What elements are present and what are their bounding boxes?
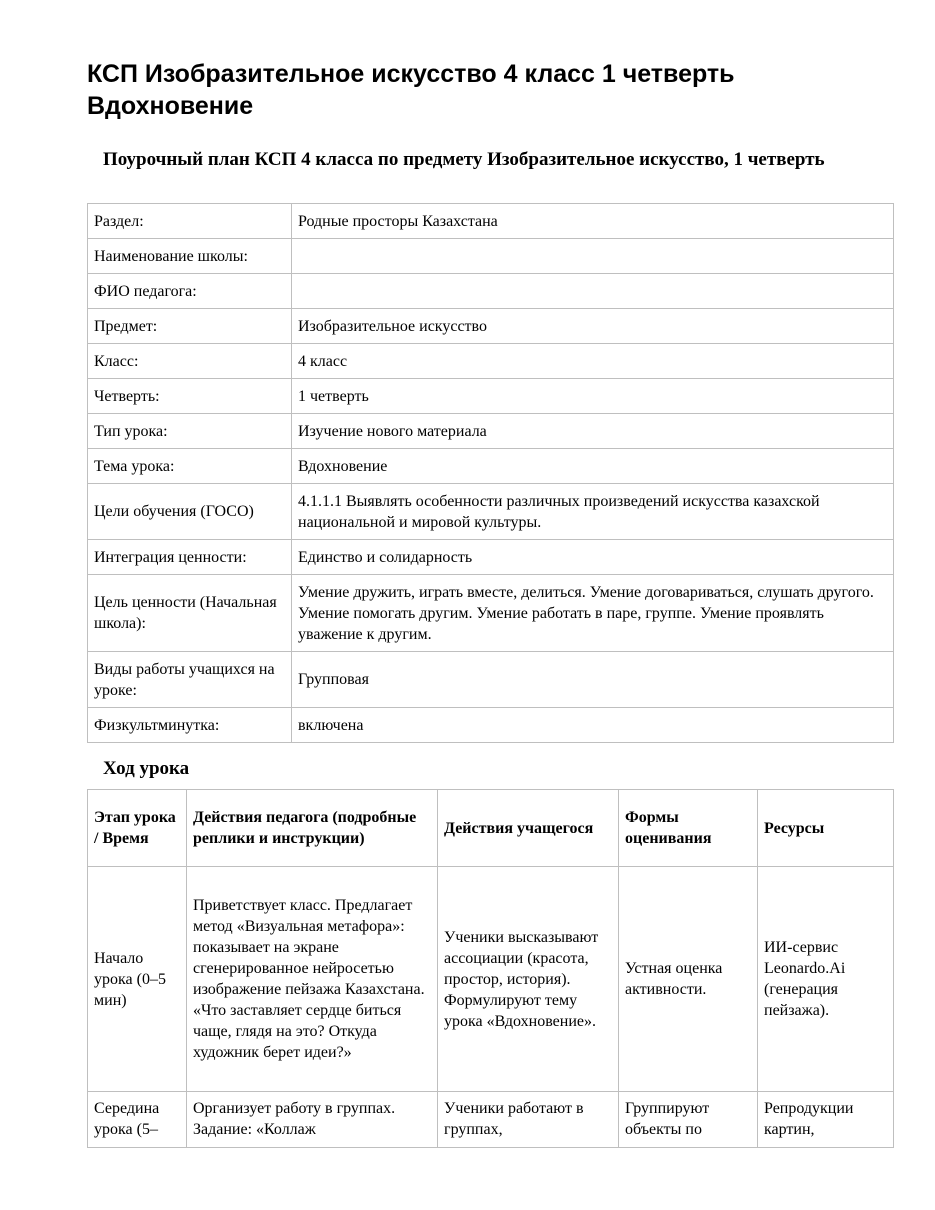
info-value: Изобразительное искусство <box>292 309 894 344</box>
lesson-progress-table <box>87 789 894 1148</box>
info-value: Родные просторы Казахстана <box>292 204 894 239</box>
info-row-section <box>88 204 894 239</box>
info-label: Раздел: <box>88 204 292 239</box>
info-row-grade <box>88 344 894 379</box>
info-row-teacher <box>88 274 894 309</box>
info-row-lesson-type <box>88 414 894 449</box>
stage-cell: Начало урока (0–5 мин) <box>88 867 187 1092</box>
assessment-cell: Устная оценка активности. <box>619 867 758 1092</box>
assessment-cell: Группируют объекты по <box>619 1092 758 1148</box>
info-value: 4 класс <box>292 344 894 379</box>
info-label: Физкультминутка: <box>88 708 292 743</box>
student-actions-cell: Ученики высказывают ассоциации (красота, простор, история). Формулируют тему урока «Вдохновение». <box>438 867 619 1092</box>
info-label: Тема урока: <box>88 449 292 484</box>
info-value: Изучение нового материала <box>292 414 894 449</box>
lesson-progress-heading: Ход урока <box>103 758 190 779</box>
info-value: Групповая <box>292 652 894 708</box>
info-row-value-goal <box>88 575 894 652</box>
info-label: Класс: <box>88 344 292 379</box>
info-label: Наименование школы: <box>88 239 292 274</box>
info-label: ФИО педагога: <box>88 274 292 309</box>
info-row-subject <box>88 309 894 344</box>
info-value <box>292 239 894 274</box>
column-header-resources: Ресурсы <box>758 790 894 867</box>
column-header-assessment: Формы оценивания <box>619 790 758 867</box>
info-label: Предмет: <box>88 309 292 344</box>
resources-cell: Репродукции картин, <box>758 1092 894 1148</box>
info-label: Цель ценности (Начальная школа): <box>88 575 292 652</box>
info-label: Виды работы учащихся на уроке: <box>88 652 292 708</box>
column-header-student-actions: Действия учащегося <box>438 790 619 867</box>
lesson-info-table <box>87 203 894 743</box>
table-header-row <box>88 790 894 867</box>
info-value: включена <box>292 708 894 743</box>
info-label: Цели обучения (ГОСО) <box>88 484 292 540</box>
info-row-topic <box>88 449 894 484</box>
info-label: Четверть: <box>88 379 292 414</box>
plan-subtitle: Поурочный план КСП 4 класса по предмету Изобразительное искусство, 1 четверть <box>103 149 825 170</box>
info-value: Вдохновение <box>292 449 894 484</box>
stage-cell: Середина урока (5– <box>88 1092 187 1148</box>
info-label: Тип урока: <box>88 414 292 449</box>
resources-cell: ИИ-сервис Leonardo.Ai (генерация пейзажа). <box>758 867 894 1092</box>
column-header-stage: Этап урока / Время <box>88 790 187 867</box>
student-actions-cell: Ученики работают в группах, <box>438 1092 619 1148</box>
info-value: Умение дружить, играть вместе, делиться. Умение договариваться, слушать другого. Умение помогать другим. Умение работать в паре, группе. Умение проявлять уважение к другим. <box>292 575 894 652</box>
table-row <box>88 1092 894 1148</box>
info-value: 1 четверть <box>292 379 894 414</box>
info-row-quarter <box>88 379 894 414</box>
document-title: КСП Изобразительное искусство 4 класс 1 четверть Вдохновение <box>87 60 735 120</box>
info-value <box>292 274 894 309</box>
info-row-value-integration <box>88 540 894 575</box>
info-value: 4.1.1.1 Выявлять особенности различных произведений искусства казахской национальной и мировой культуры. <box>292 484 894 540</box>
column-header-teacher-actions: Действия педагога (подробные реплики и инструкции) <box>187 790 438 867</box>
info-value: Единство и солидарность <box>292 540 894 575</box>
info-row-work-types <box>88 652 894 708</box>
info-label: Интеграция ценности: <box>88 540 292 575</box>
teacher-actions-cell: Организует работу в группах. Задание: «Коллаж <box>187 1092 438 1148</box>
info-row-physical-break <box>88 708 894 743</box>
info-row-school <box>88 239 894 274</box>
table-row <box>88 867 894 1092</box>
info-row-learning-goals <box>88 484 894 540</box>
teacher-actions-cell: Приветствует класс. Предлагает метод «Визуальная метафора»: показывает на экране сгенерированное нейросетью изображение пейзажа Казахстана. «Что заставляет сердце биться чаще, глядя на это? Откуда художник берет идеи?» <box>187 867 438 1092</box>
